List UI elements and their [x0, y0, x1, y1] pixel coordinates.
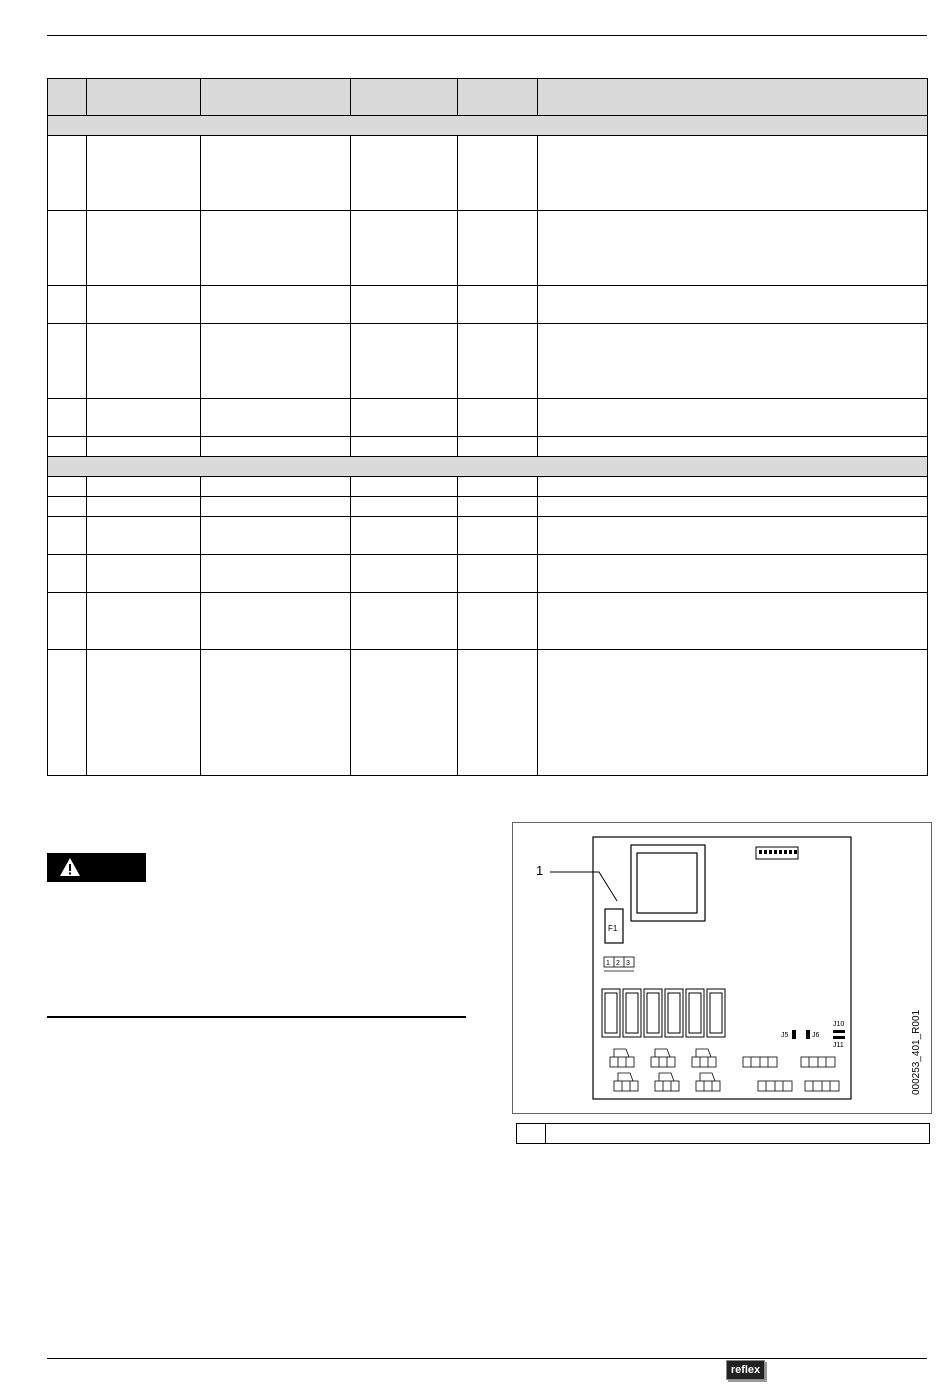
circuit-board-figure [512, 822, 932, 1114]
circuit-board-diagram [513, 823, 931, 1113]
header-cell [458, 79, 538, 116]
section-row [48, 116, 928, 136]
jumper-label: J11 [833, 1042, 844, 1049]
header-cell [351, 79, 458, 116]
table-row [48, 497, 928, 517]
table-row [48, 399, 928, 437]
fuse-label: F1 [608, 924, 618, 933]
caption-number [517, 1124, 546, 1143]
table-row [48, 437, 928, 457]
terminal-label: 2 [616, 960, 620, 967]
section-divider [47, 1016, 466, 1018]
jumper-label: J5 [781, 1032, 789, 1039]
drawing-id: 000253_401_R001 [911, 1009, 922, 1095]
header-cell [87, 79, 201, 116]
brand-logo: reflex [726, 1360, 765, 1380]
section-row [48, 457, 928, 477]
table-row [48, 555, 928, 593]
table-row [48, 593, 928, 650]
jumper-label: J10 [833, 1021, 845, 1028]
footer-rule [47, 1358, 927, 1359]
table-row [48, 286, 928, 324]
header-cell [201, 79, 351, 116]
table-row [48, 211, 928, 286]
warning-badge [47, 853, 146, 882]
spec-table [47, 78, 928, 776]
table-row [48, 324, 928, 399]
header-cell [538, 79, 928, 116]
warning-triangle-icon [59, 856, 81, 878]
table-row [48, 517, 928, 555]
table-row [48, 650, 928, 776]
figure-caption [516, 1123, 930, 1144]
header-cell [48, 79, 87, 116]
table-header-row [48, 79, 928, 116]
callout-number: 1 [536, 863, 544, 878]
terminal-label: 3 [626, 960, 630, 967]
table-row [48, 136, 928, 211]
header-rule [47, 35, 927, 36]
caption-text [546, 1124, 929, 1143]
terminal-label: 1 [606, 960, 610, 967]
jumper-label: J6 [812, 1032, 820, 1039]
table-row [48, 477, 928, 497]
